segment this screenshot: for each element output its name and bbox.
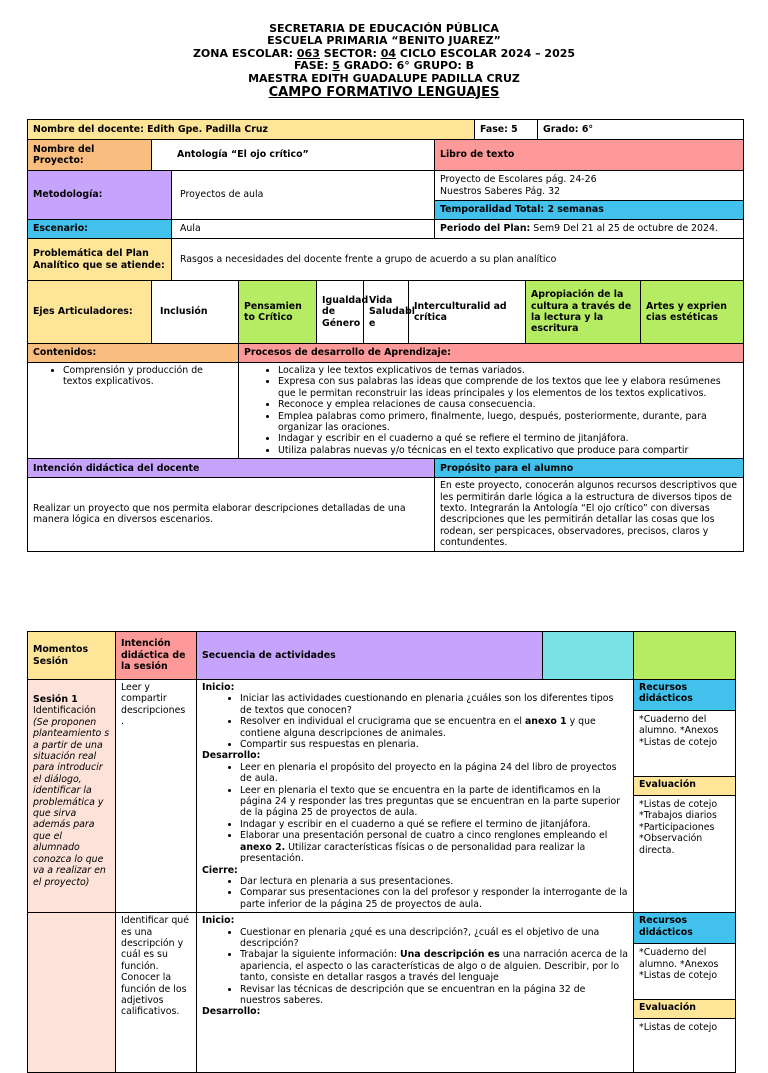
eje-interculturalidad: Interculturalid ad crítica <box>409 281 526 344</box>
col-momentos: Momentos Sesión <box>28 632 116 680</box>
sessions-table <box>27 631 736 1073</box>
escenario-value: Aula <box>172 220 435 239</box>
ejes-label: Ejes Articuladores: <box>28 281 152 344</box>
session2-moment <box>28 913 116 1073</box>
contenidos-list: • Comprensión y producción de textos explicativos. <box>28 363 239 459</box>
eje-igualdad: Igualdad de Género <box>317 281 364 344</box>
evaluacion-label-2: Evaluación <box>634 1000 735 1019</box>
session1-moment: Sesión 1 Identificación (Se proponen planteamiento s a partir de una situación real para introducir el diálogo, identificar la problemática y que sirva además para que el alumnado conozca lo que va a realizar en el proyecto) <box>28 680 116 913</box>
periodo-cell: Periodo del Plan: Sem9 Del 21 al 25 de octubre de 2024. <box>435 220 744 239</box>
col-blank-cyan <box>543 632 634 680</box>
pda-label: Procesos de desarrollo de Aprendizaje: <box>239 344 744 363</box>
eje-artes: Artes y exprien cias estéticas <box>641 281 744 344</box>
escenario-label: Escenario: <box>28 220 172 239</box>
grado-cell: Grado: 6° <box>538 120 744 140</box>
eje-pensamiento: Pensamien to Crítico <box>239 281 317 344</box>
metodologia-label: Metodología: <box>28 171 172 220</box>
proposito-value: En este proyecto, conocerán algunos recursos descriptivos que les permitirán darle lógica a la estructura de diversos tipos de texto. Integrarán la Antología “El ojo crítico” con diversas descripciones que les permitirán detallar las cosas que los rodean, ser perspicaces, observadores, precisos, claros y contundentes. <box>435 478 744 551</box>
problematica-value: Rasgos a necesidades del docente frente a grupo de acuerdo a su plan analítico <box>172 239 744 281</box>
page-title: CAMPO FORMATIVO LENGUAJES <box>268 85 500 101</box>
header-phase: FASE: 5 GRADO: 6° GRUPO: B <box>293 59 475 73</box>
problematica-label: Problemática del Plan Analítico que se atiende: <box>28 239 172 281</box>
col-secuencia: Secuencia de actividades <box>197 632 543 680</box>
col-blank-green <box>634 632 736 680</box>
header-school: ESCUELA PRIMARIA “BENITO JUAREZ” <box>267 34 501 48</box>
evaluacion-value-2: *Listas de cotejo <box>639 1022 718 1034</box>
metodologia-value: Proyectos de aula <box>172 171 435 220</box>
eje-vida: Vida Saludabl e <box>364 281 409 344</box>
eje-apropiacion: Apropiación de la cultura a través de la lectura y la escritura <box>526 281 641 344</box>
session2-sequence: Inicio: • Cuestionar en plenaria ¿qué es una descripción?, ¿cuál es el objetivo de una descripción? • Trabajar la siguiente información: Una descripción es una narración acerca de la apariencia, el aspecto o las características de algo o de alguien. Describir, por lo tanto, consiste en detallar rasgos a través del lenguaje • Revisar las técnicas de descripción que se encuentran en la página 32 de nuestros saberes. Desarrollo: <box>197 913 634 1073</box>
col-intencion: Intención didáctica de la sesión <box>116 632 197 680</box>
docente-cell: Nombre del docente: Edith Gpe. Padilla Cruz <box>28 120 475 140</box>
evaluacion-value: *Listas de cotejo *Trabajos diarios *Participaciones *Observación directa. <box>639 799 718 856</box>
evaluacion-label: Evaluación <box>634 777 735 796</box>
document-header <box>0 0 768 100</box>
pda-list: • Localiza y lee textos explicativos de temas variados. • Expresa con sus palabras las ideas que comprende de los textos que lee y elabora resúmenes que le permitan reconstruir las ideas principales y los elementos de los textos explicativos. • Reconoce y emplea relaciones de causa consecuencia. • Emplea palabras como primero, finalmente, luego, después, posteriormente, durante, para organizar las oraciones. • Indagar y escribir en el cuaderno a qué se refiere el termino de jitanjáfora. • Utiliza palabras nuevas y/o técnicas en el texto explicativo que produce para compartir <box>239 363 744 459</box>
plan-table <box>27 119 744 552</box>
session1-sequence: Inicio: • Iniciar las actividades cuestionando en plenaria ¿cuáles son los diferentes tipos de textos que conocen? • Resolver en individual el crucigrama que se encuentra en el anexo 1 y que contiene alguna descripciones de animales. • Compartir sus respuestas en plenaria. Desarrollo: • Leer en plenaria el propósito del proyecto en la página 24 del libro de proyectos de aula. • Leer en plenaria el texto que se encuentra en la parte de identificamos en la página 24 y responder las tres preguntas que se encuentran en la parte superior de la página 25 de proyectos de aula. • Indagar y escribir en el cuaderno a qué se refiere el termino de jitanjáfora. • Elaborar una presentación personal de cuatro a cinco renglones empleando el anexo 2. Utilizar características físicas o de personalidad para realizar la presentación. Cierre: • Dar lectura en plenaria a sus presentaciones. • Comparar sus presentaciones con la del profesor y responder la interrogante de la parte inferior de la página 25 de proyectos de aula. <box>197 680 634 913</box>
header-teacher: MAESTRA EDITH GUADALUPE PADILLA CRUZ <box>248 71 520 85</box>
recursos-label-2: Recursos didácticos <box>634 913 735 944</box>
fase-cell: Fase: 5 <box>475 120 538 140</box>
recursos-value-2: *Cuaderno del alumno. *Anexos *Listas de cotejo <box>634 944 735 1000</box>
eje-inclusion: Inclusión <box>152 281 239 344</box>
contenidos-label: Contenidos: <box>28 344 239 363</box>
recursos-value: *Cuaderno del alumno. *Anexos *Listas de cotejo <box>634 711 735 777</box>
session1-intencion: Leer y compartir descripciones . <box>116 680 197 913</box>
recursos-label: Recursos didácticos <box>634 680 735 711</box>
header-zone: ZONA ESCOLAR: 063 SECTOR: 04 CICLO ESCOLAR 2024 – 2025 <box>192 46 576 60</box>
temporalidad-cell: Temporalidad Total: 2 semanas <box>435 201 744 220</box>
libro-label: Libro de texto <box>435 140 744 171</box>
intencion-value: Realizar un proyecto que nos permita elaborar descripciones detalladas de una manera lógica en diversos escenarios. <box>28 478 435 551</box>
session2-resources <box>634 913 736 1073</box>
session2-intencion: Identificar qué es una descripción y cuál es su función. Conocer la función de los adjetivos calificativos. <box>116 913 197 1073</box>
session1-resources <box>634 680 736 913</box>
header-sep: SECRETARIA DE EDUCACIÓN PÚBLICA <box>269 22 499 35</box>
proyecto-label: Nombre del Proyecto: <box>28 140 152 171</box>
intencion-label: Intención didáctica del docente <box>28 459 435 478</box>
proposito-label: Propósito para el alumno <box>435 459 744 478</box>
proyecto-value: Antología “El ojo crítico” <box>152 140 435 171</box>
libro-value: Proyecto de Escolares pág. 24-26 Nuestros Saberes Pág. 32 <box>435 171 744 201</box>
